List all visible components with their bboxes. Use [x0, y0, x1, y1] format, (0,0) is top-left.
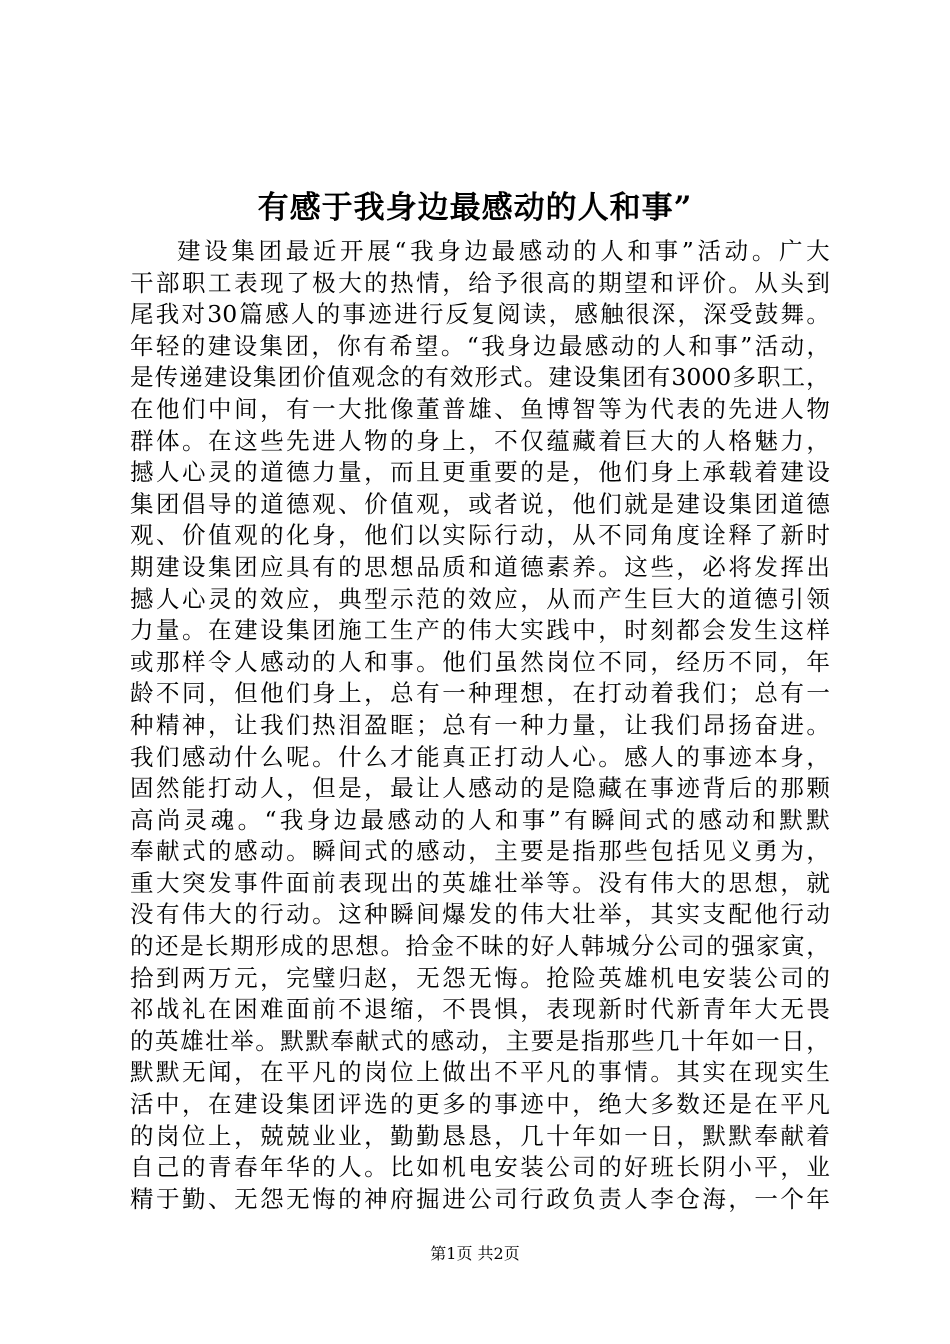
paragraph-line: 的 岗 位 上 ， 兢 兢 业 业 ， 勤 勤 恳 恳 ， 几 十 年 如 一 日 ， 默 默 奉 献 着 — [130, 1121, 830, 1150]
paragraph-line: 的 英 雄 壮 举 。 默 默 奉 献 式 的 感 动 ， 主 要 是 指 那 些 几 十 年 如 一 日 ， — [130, 1026, 830, 1055]
document-title: 有感于我身边最感动的人和事” — [257, 190, 693, 226]
paragraph-line: 观 、 价 值 观 的 化 身 ， 他 们 以 实 际 行 动 ， 从 不 同 角 度 诠 释 了 新 时 — [130, 521, 830, 550]
paragraph-line: 是 传 递 建 设 集 团 价 值 观 念 的 有 效 形 式 。 建 设 集 团 有 3000 多 职 工 ， — [130, 363, 830, 392]
paragraph-line: 尾 我 对 30 篇 感 人 的 事 迹 进 行 反 复 阅 读 ， 感 触 很 深 ， 深 受 鼓 舞 。 — [130, 300, 830, 329]
paragraph-line: 力 量 。 在 建 设 集 团 施 工 生 产 的 伟 大 实 践 中 ， 时 刻 都 会 发 生 这 样 — [130, 616, 830, 645]
paragraph-line: 年 轻 的 建 设 集 团 ， 你 有 希 望 。 “ 我 身 边 最 感 动 的 人 和 事 ” 活 动 ， — [130, 331, 830, 360]
paragraph-line: 重 大 突 发 事 件 面 前 表 现 出 的 英 雄 壮 举 等 。 没 有 伟 大 的 思 想 ， 就 — [130, 868, 830, 897]
paragraph-line: 在 他 们 中 间 ， 有 一 大 批 像 董 普 雄 、 鱼 博 智 等 为 代 表 的 先 进 人 物 — [130, 394, 830, 423]
paragraph-line: 集 团 倡 导 的 道 德 观 、 价 值 观 ， 或 者 说 ， 他 们 就 是 建 设 集 团 道 德 — [130, 489, 830, 518]
paragraph-line: 拾 到 两 万 元 ， 完 璧 归 赵 ， 无 怨 无 悔 。 抢 险 英 雄 机 电 安 装 公 司 的 — [130, 963, 830, 992]
paragraph-line: 群 体 。 在 这 些 先 进 人 物 的 身 上 ， 不 仅 蕴 藏 着 巨 大 的 人 格 魅 力 ， — [130, 426, 830, 455]
paragraph-line: 自 己 的 青 春 年 华 的 人 。 比 如 机 电 安 装 公 司 的 好 班 长 阴 小 平 ， 业 — [130, 1153, 830, 1182]
paragraph-line: 撼 人 心 灵 的 道 德 力 量 ， 而 且 更 重 要 的 是 ， 他 们 身 上 承 载 着 建 设 — [130, 458, 830, 487]
paragraph-line: 活 中 ， 在 建 设 集 团 评 选 的 更 多 的 事 迹 中 ， 绝 大 多 数 还 是 在 平 凡 — [130, 1090, 830, 1119]
paragraph-line: 期 建 设 集 团 应 具 有 的 思 想 品 质 和 道 德 素 养 。 这 些 ， 必 将 发 挥 出 — [130, 552, 830, 581]
paragraph-line: 固 然 能 打 动 人 ， 但 是 ， 最 让 人 感 动 的 是 隐 藏 在 事 迹 背 后 的 那 颗 — [130, 774, 830, 803]
paragraph-line: 种 精 神 ， 让 我 们 热 泪 盈 眶 ； 总 有 一 种 力 量 ， 让 我 们 昂 扬 奋 进 。 — [130, 710, 830, 739]
paragraph-line: 建 设 集 团 最 近 开 展 “ 我 身 边 最 感 动 的 人 和 事 ” 活 动 。 广 大 — [177, 237, 830, 265]
paragraph-line: 干 部 职 工 表 现 了 极 大 的 热 情 ， 给 予 很 高 的 期 望 和 评 价 。 从 头 到 — [130, 268, 830, 297]
paragraph-line: 奉 献 式 的 感 动 。 瞬 间 式 的 感 动 ， 主 要 是 指 那 些 包 括 见 义 勇 为 ， — [130, 837, 830, 866]
paragraph-line: 或 那 样 令 人 感 动 的 人 和 事 。 他 们 虽 然 岗 位 不 同 ， 经 历 不 同 ， 年 — [130, 647, 830, 676]
document-body — [130, 236, 830, 1215]
paragraph-line: 的 还 是 长 期 形 成 的 思 想 。 拾 金 不 昧 的 好 人 韩 城 分 公 司 的 强 家 寅 ， — [130, 932, 830, 961]
paragraph-line: 没 有 伟 大 的 行 动 。 这 种 瞬 间 爆 发 的 伟 大 壮 举 ， 其 实 支 配 他 行 动 — [130, 900, 830, 929]
paragraph-line: 祁 战 礼 在 困 难 面 前 不 退 缩 ， 不 畏 惧 ， 表 现 新 时 代 新 青 年 大 无 畏 — [130, 995, 830, 1024]
paragraph-line: 精 于 勤 、 无 怨 无 悔 的 神 府 掘 进 公 司 行 政 负 责 人 李 仓 海 ， 一 个 年 — [130, 1184, 830, 1213]
paragraph-line: 高 尚 灵 魂 。 “ 我 身 边 最 感 动 的 人 和 事 ” 有 瞬 间 式 的 感 动 和 默 默 — [130, 805, 830, 834]
paragraph-line: 撼 人 心 灵 的 效 应 ， 典 型 示 范 的 效 应 ， 从 而 产 生 巨 大 的 道 德 引 领 — [130, 584, 830, 613]
paragraph-line: 默 默 无 闻 ， 在 平 凡 的 岗 位 上 做 出 不 平 凡 的 事 情 。 其 实 在 现 实 生 — [130, 1058, 830, 1087]
page-footer: 第1页 共2页 — [430, 1244, 520, 1263]
paragraph-line: 龄 不 同 ， 但 他 们 身 上 ， 总 有 一 种 理 想 ， 在 打 动 着 我 们 ； 总 有 一 — [130, 679, 830, 708]
paragraph-line: 我 们 感 动 什 么 呢 。 什 么 才 能 真 正 打 动 人 心 。 感 人 的 事 迹 本 身 ， — [130, 742, 830, 771]
